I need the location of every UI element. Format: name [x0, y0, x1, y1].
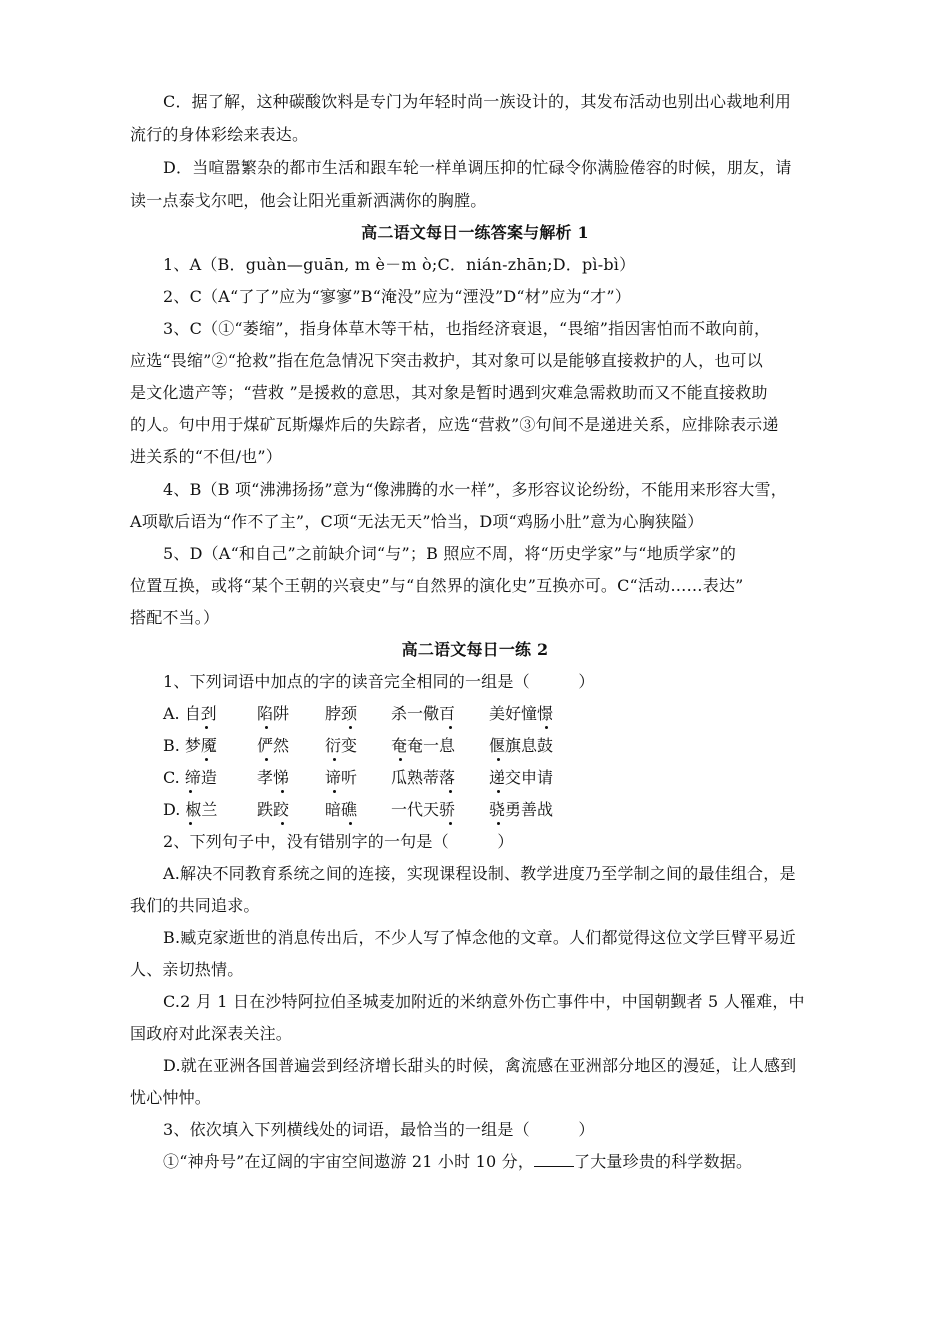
paragraph-line: C．据了解，这种碳酸饮料是专门为年轻时尚一族设计的，其发布活动也别出心裁地利用 [163, 92, 792, 111]
option-word: 递交申请 [489, 768, 554, 787]
emphasis-dot [449, 726, 452, 729]
option-word: 偃旗息鼓 [489, 736, 554, 755]
option-line: A.解决不同教育系统之间的连接，实现课程设制、教学进度乃至学制之间的最佳组合，是 [163, 864, 796, 883]
option-line: 我们的共同追求。 [130, 896, 260, 915]
option-word: 骁勇善战 [489, 800, 554, 819]
option-word: 孝悌 [257, 768, 290, 787]
option-line: 忧心忡忡。 [130, 1088, 212, 1107]
answer-line: A项歇后语为“作不了主”，C项“无法无天”恰当，D项“鸡肠小肚”意为心胸狭隘） [130, 512, 704, 531]
answer-line: 搭配不当。） [130, 608, 220, 627]
option-line: 人、亲切热情。 [130, 960, 244, 979]
fill-blank-line [163, 1151, 863, 1172]
option-word: 杀一儆百 [391, 704, 456, 723]
option-word: A. 自刭 [163, 704, 217, 723]
option-line: 国政府对此深表关注。 [130, 1024, 293, 1043]
answer-blank [534, 1152, 574, 1167]
option-word: 美好憧憬 [489, 704, 554, 723]
question-line: 3、依次填入下列横线处的词语，最恰当的一组是（ ） [163, 1120, 595, 1139]
emphasis-dot [189, 790, 192, 793]
option-word: 奄奄一息 [391, 736, 456, 755]
paragraph-line: D．当喧嚣繁杂的都市生活和跟车轮一样单调压抑的忙碌令你满脸倦容的时候，朋友，请 [163, 158, 792, 177]
option-word: 暗礁 [325, 800, 358, 819]
emphasis-dot [281, 790, 284, 793]
paragraph-line: 流行的身体彩绘来表达。 [130, 125, 309, 144]
option-line: B.臧克家逝世的消息传出后，不少人写了悼念他的文章。人们都觉得这位文学巨臂平易近 [163, 928, 796, 947]
emphasis-dot [497, 790, 500, 793]
option-line: C.2 月 1 日在沙特阿拉伯圣城麦加附近的米纳意外伤亡事件中，中国朝觐者 5 人罹难，中 [163, 992, 805, 1011]
option-word: 跌跤 [257, 800, 290, 819]
emphasis-dot [545, 726, 548, 729]
emphasis-dot [449, 790, 452, 793]
option-word: B. 梦魇 [163, 736, 217, 755]
option-line: D.就在亚洲各国普遍尝到经济增长甜头的时候，禽流感在亚洲部分地区的漫延，让人感到 [163, 1056, 797, 1075]
option-word: 脖颈 [325, 704, 358, 723]
option-word: 瓜熟蒂落 [391, 768, 456, 787]
option-word: 一代天骄 [391, 800, 456, 819]
emphasis-dot [399, 758, 402, 761]
answer-line: 进关系的“不但/也”） [130, 447, 282, 466]
emphasis-dot [449, 822, 452, 825]
answer-line: 是文化遗产等；“营救 ”是援救的意思，其对象是暂时遇到灾难急需救助而又不能直接救助 [130, 383, 768, 402]
answer-line: 1、A（B．guàn—guān, m è－m ò;C．nián-zhān;D．pì-bì） [163, 255, 636, 274]
paragraph-line: 读一点泰戈尔吧，他会让阳光重新洒满你的胸膛。 [130, 191, 487, 210]
answer-line: 应选“畏缩”②“抢救”指在危急情况下突击救护，其对象可以是能够直接救护的人，也可以 [130, 351, 763, 370]
section-title: 高二语文每日一练 2 [401, 640, 549, 659]
question-line: 1、下列词语中加点的字的读音完全相同的一组是（ ） [163, 672, 595, 691]
emphasis-dot [497, 758, 500, 761]
emphasis-dot [349, 822, 352, 825]
fill-blank-text-end: 了大量珍贵的科学数据。 [574, 1152, 753, 1171]
fill-blank-text-start: ①“神舟号”在辽阔的宇宙空间遨游 21 小时 10 分， [163, 1152, 535, 1171]
emphasis-dot [281, 822, 284, 825]
emphasis-dot [497, 822, 500, 825]
answer-line: 位置互换，或将“某个王朝的兴衰史”与“自然界的演化史”互换亦可。C“活动……表达” [130, 576, 744, 595]
option-word: 陷阱 [257, 704, 290, 723]
option-word: D. 椒兰 [163, 800, 218, 819]
option-word: 衍变 [325, 736, 358, 755]
answer-line: 5、D（A“和自己”之前缺介词“与”；B 照应不周，将“历史学家”与“地质学家”的 [163, 544, 737, 563]
emphasis-dot [205, 726, 208, 729]
answer-line: 的人。句中用于煤矿瓦斯爆炸后的失踪者，应选“营救”③句间不是递进关系，应排除表示递 [130, 415, 779, 434]
answer-line: 4、B（B 项“沸沸扬扬”意为“像沸腾的水一样”，多形容议论纷纷，不能用来形容大雪， [163, 480, 787, 499]
option-word: 俨然 [257, 736, 290, 755]
option-word: C. 缔造 [163, 768, 217, 787]
answer-line: 2、C（A“了了”应为“寥寥”B“淹没”应为“湮没”D“材”应为“才”） [163, 287, 631, 306]
emphasis-dot [349, 726, 352, 729]
emphasis-dot [333, 790, 336, 793]
option-word: 谛听 [325, 768, 358, 787]
question-line: 2、下列句子中，没有错别字的一句是（ ） [163, 832, 514, 851]
emphasis-dot [265, 758, 268, 761]
emphasis-dot [333, 758, 336, 761]
emphasis-dot [189, 822, 192, 825]
emphasis-dot [205, 758, 208, 761]
section-title: 高二语文每日一练答案与解析 1 [361, 223, 589, 242]
emphasis-dot [265, 726, 268, 729]
answer-line: 3、C（①“萎缩”，指身体草木等干枯，也指经济衰退，“畏缩”指因害怕而不敢向前， [163, 319, 771, 338]
